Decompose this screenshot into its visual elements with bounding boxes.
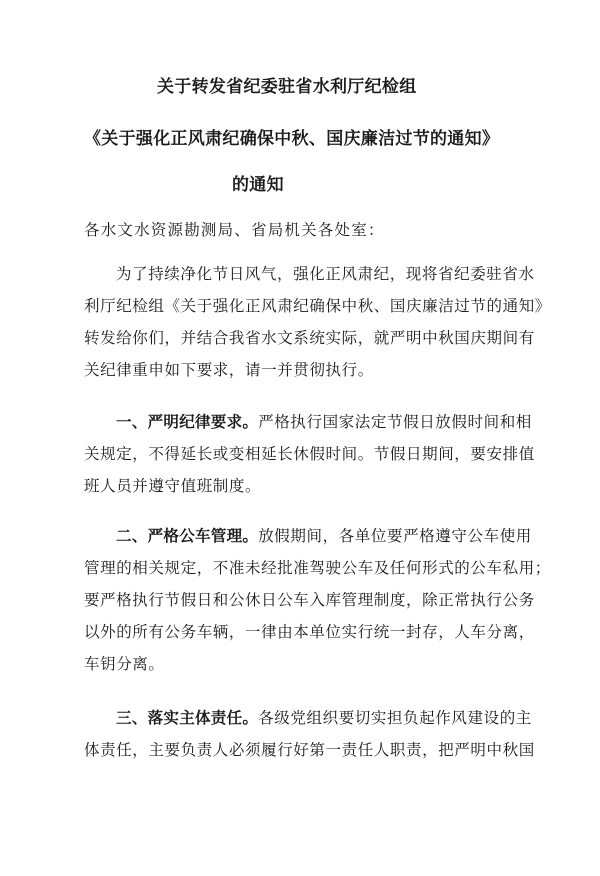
section-3-paragraph [84, 702, 535, 766]
section-2-line: 要严格执行节假日和公休日公车入库管理制度，除正常执行公务 [84, 591, 535, 609]
section-1-text: 严格执行国家法定节假日放假时间和相 [258, 413, 532, 431]
section-2-line: 管理的相关规定，不准未经批准驾驶公车及任何形式的公车私用； [84, 559, 551, 577]
section-2-heading: 二、严格公车管理。 [116, 527, 259, 545]
document-title-line-3: 的通知 [232, 175, 284, 195]
section-3-text: 各级党组织要切实担负起作风建设的主 [258, 709, 532, 727]
intro-line: 为了持续净化节日风气，强化正风肃纪，现将省纪委驻省水 [116, 265, 535, 283]
section-2-line: 以外的所有公务车辆，一律由本单位实行统一封存，人车分离， [84, 623, 535, 641]
intro-line: 关纪律重申如下要求，请一并贯彻执行。 [84, 361, 374, 379]
section-1-line: 班人员并遵守值班制度。 [84, 477, 262, 495]
intro-line: 转发给你们，并结合我省水文系统实际，就严明中秋国庆期间有 [84, 329, 535, 347]
section-2-text: 放假期间，各单位要严格遵守公车使用 [258, 527, 532, 545]
document-title-line-1: 关于转发省纪委驻省水利厅纪检组 [157, 77, 417, 97]
section-2-line: 车钥分离。 [84, 655, 165, 673]
section-1-first-line [84, 406, 532, 438]
section-1-heading: 一、严明纪律要求。 [116, 413, 259, 431]
section-3-line: 体责任，主要负责人必须履行好第一责任人职责，把严明中秋国 [84, 741, 535, 759]
section-3-first-line [84, 702, 532, 734]
section-1-line: 关规定，不得延长或变相延长休假时间。节假日期间，要安排值 [84, 445, 535, 463]
intro-paragraph [84, 258, 551, 386]
section-1-paragraph [84, 406, 535, 502]
section-3-heading: 三、落实主体责任。 [116, 709, 259, 727]
section-2-paragraph [84, 520, 551, 680]
intro-line: 利厅纪检组《关于强化正风肃纪确保中秋、国庆廉洁过节的通知》 [84, 297, 551, 315]
section-2-first-line [84, 520, 532, 552]
salutation: 各水文水资源勘测局、省局机关各处室： [84, 221, 385, 239]
document-title-line-2: 《关于强化正风肃纪确保中秋、国庆廉洁过节的通知》 [84, 129, 500, 149]
